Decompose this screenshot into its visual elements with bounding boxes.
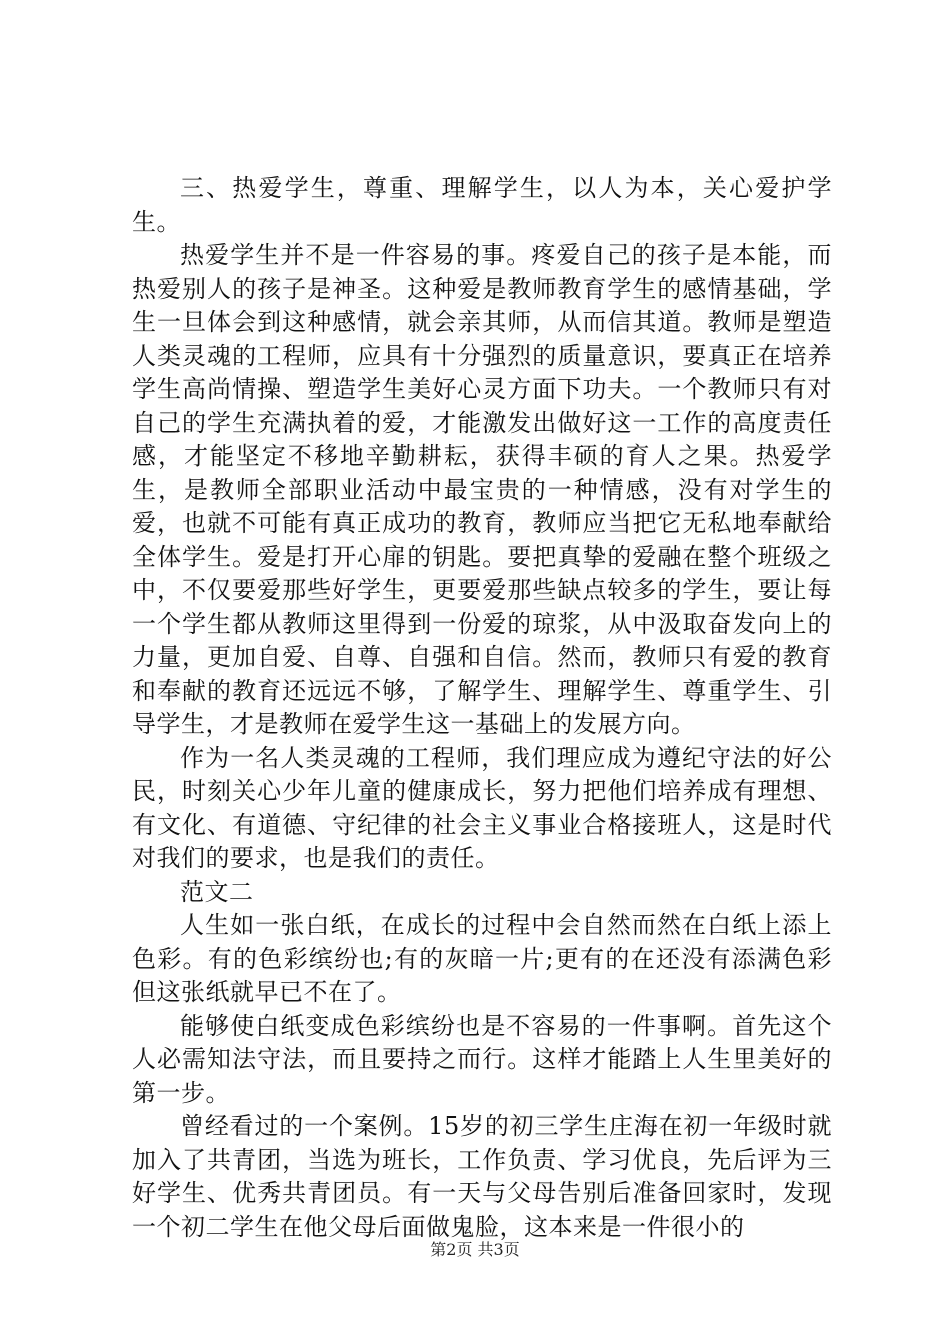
- page-footer: 第2页 共3页: [430, 1240, 520, 1259]
- document-body: [132, 172, 832, 1244]
- body-paragraph: 热爱学生并不是一件容易的事。疼爱自己的孩子是本能，而热爱别人的孩子是神圣。这种爱是教师教育学生的感情基础，学生一旦体会到这种感情，就会亲其师，从而信其道。教师是塑造人类灵魂的工程师，应具有十分强烈的质量意识，要真正在培养学生高尚情操、塑造学生美好心灵方面下功夫。一个教师只有对自己的学生充满执着的爱，才能激发出做好这一工作的高度责任感，才能坚定不移地辛勤耕耘，获得丰硕的育人之果。热爱学生，是教师全部职业活动中最宝贵的一种情感，没有对学生的爱，也就不可能有真正成功的教育，教师应当把它无私地奉献给全体学生。爱是打开心扉的钥匙。要把真挚的爱融在整个班级之中，不仅要爱那些好学生，更要爱那些缺点较多的学生，要让每一个学生都从教师这里得到一份爱的琼浆，从中汲取奋发向上的力量，更加自爱、自尊、自强和自信。然而，教师只有爱的教育和奉献的教育还远远不够，了解学生、理解学生、尊重学生、引导学生，才是教师在爱学生这一基础上的发展方向。: [132, 241, 832, 738]
- section-heading-paragraph: 三、热爱学生，尊重、理解学生，以人为本，关心爱护学生。: [132, 174, 832, 236]
- body-paragraph: 人生如一张白纸，在成长的过程中会自然而然在白纸上添上色彩。有的色彩缤纷也;有的灰暗一片;更有的在还没有添满色彩但这张纸就早已不在了。: [132, 911, 832, 1006]
- body-paragraph: 能够使白纸变成色彩缤纷也是不容易的一件事啊。首先这个人必需知法守法，而且要持之而行。这样才能踏上人生里美好的第一步。: [132, 1011, 832, 1107]
- body-paragraph: 曾经看过的一个案例。15岁的初三学生庄海在初一年级时就加入了共青团，当选为班长，工作负责、学习优良，先后评为三好学生、优秀共青团员。有一天与父母告别后准备回家时，发现一个初二学生在他父母后面做鬼脸，这本来是一件很小的: [132, 1112, 832, 1241]
- body-paragraph: 作为一名人类灵魂的工程师，我们理应成为遵纪守法的好公民，时刻关心少年儿童的健康成长，努力把他们培养成有理想、有文化、有道德、守纪律的社会主义事业合格接班人，这是时代对我们的要求，也是我们的责任。: [132, 743, 832, 872]
- sample-essay-heading: 范文二: [180, 877, 254, 906]
